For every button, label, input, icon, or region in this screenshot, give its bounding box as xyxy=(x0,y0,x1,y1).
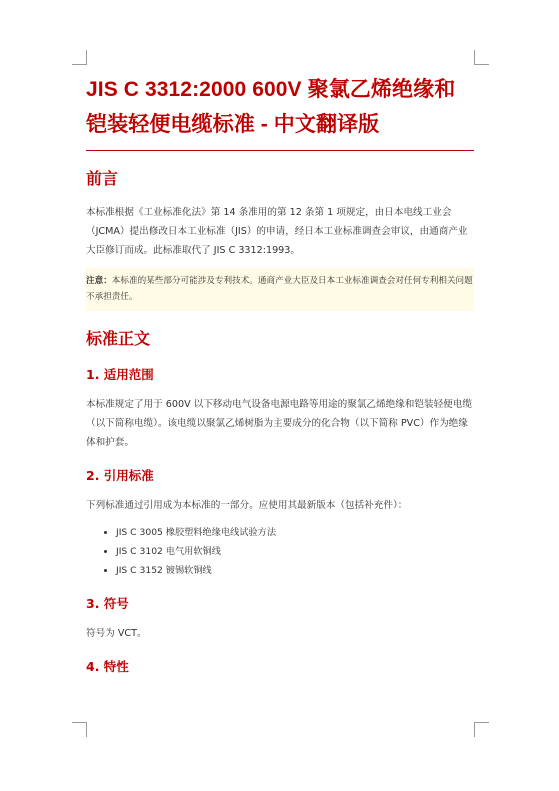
list-item: • JIS C 3152 镀锡软铜线 xyxy=(116,561,474,580)
crop-mark-top-right xyxy=(474,50,489,65)
section-heading-scope: 1. 适用范围 xyxy=(86,367,154,382)
list-item: • JIS C 3102 电气用软铜线 xyxy=(116,542,474,561)
foreword-heading: 前言 xyxy=(86,169,119,188)
list-item: • JIS C 3005 橡胶塑料绝缘电线试验方法 xyxy=(116,523,474,542)
reference-list xyxy=(86,523,474,580)
note-label: 注意： xyxy=(86,276,112,286)
section-heading-references: 2. 引用标准 xyxy=(86,468,154,483)
section-paragraph-symbol: 符号为 VCT。 xyxy=(86,628,147,639)
foreword-paragraph: 本标准根据《工业标准化法》第 14 条准用的第 12 条第 1 项规定，由日本电线工业会（JCMA）提出修改日本工业标准（JIS）的申请，经日本工业标准调查会审议，由通商产业大臣修订而成。此标准取代了 JIS C 3312:1993。 xyxy=(86,207,468,256)
section-heading-symbol: 3. 符号 xyxy=(86,596,129,611)
document-title: JIS C 3312:2000 600V 聚氯乙烯绝缘和铠装轻便电缆标准 - 中文翻译版 xyxy=(86,72,474,151)
section-paragraph-references: 下列标准通过引用成为本标准的一部分。应使用其最新版本（包括补充件）： xyxy=(86,500,408,511)
document-content xyxy=(86,72,474,687)
patent-note xyxy=(86,268,474,311)
body-heading: 标准正文 xyxy=(86,329,151,348)
note-text: 本标准的某些部分可能涉及专利技术。通商产业大臣及日本工业标准调查会对任何专利相关问题不承担责任。 xyxy=(86,276,473,302)
crop-mark-bottom-right xyxy=(474,722,489,737)
crop-mark-top-left xyxy=(72,50,87,65)
section-paragraph-scope: 本标准规定了用于 600V 以下移动电气设备电源电路等用途的聚氯乙烯绝缘和铠装轻便电缆（以下简称电缆）。该电缆以聚氯乙烯树脂为主要成分的化合物（以下简称 PVC）作为绝缘体和护套。 xyxy=(86,399,472,448)
section-heading-characteristics: 4. 特性 xyxy=(86,659,129,674)
crop-mark-bottom-left xyxy=(72,722,87,737)
